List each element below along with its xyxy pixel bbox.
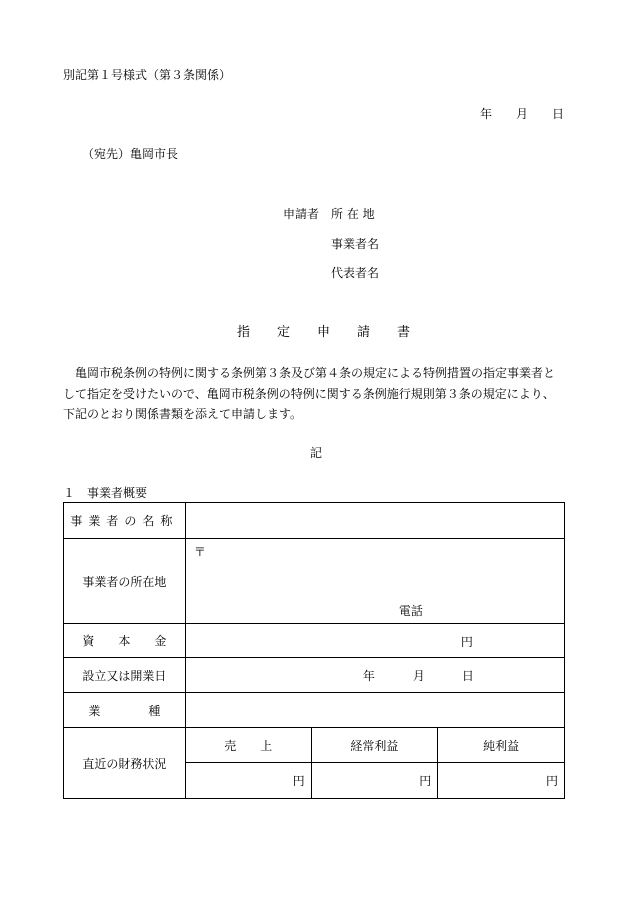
capital-field[interactable]	[185, 624, 564, 658]
ordinary-profit-value-field[interactable]	[311, 763, 438, 799]
founded-label: 設立又は開業日	[64, 658, 186, 693]
row-finance-header	[64, 728, 565, 763]
addressee: （宛先）亀岡市長	[82, 147, 179, 161]
address-field[interactable]	[185, 539, 564, 624]
capital-label: 資 本 金	[64, 624, 186, 658]
founded-year: 年	[362, 669, 375, 683]
body-line-1: 亀岡市税条例の特例に関する条例第３条及び第４条の規定による特例措置の指定事業者と	[63, 366, 556, 380]
sales-yen: 円	[292, 774, 305, 788]
net-profit-value-field[interactable]	[438, 763, 565, 799]
applicant-prefix: 申請者	[283, 207, 320, 221]
finance-label: 直近の財務状況	[64, 728, 186, 799]
postal-mark: 〒	[193, 545, 206, 559]
form-label: 別記第１号様式（第３条関係）	[63, 68, 232, 82]
row-name	[64, 503, 565, 539]
address-label: 事業者の所在地	[64, 539, 186, 624]
row-industry	[64, 693, 565, 728]
date-day: 日	[552, 107, 565, 121]
applicant-location-label: 所 在 地	[331, 207, 375, 221]
business-overview-table	[63, 502, 565, 799]
industry-field[interactable]	[185, 693, 564, 728]
body-line-2: して指定を受けたいので、亀岡市税条例の特例に関する条例施行規則第３条の規定により、	[63, 387, 555, 401]
row-founded	[64, 658, 565, 693]
ordinary-profit-yen: 円	[419, 774, 432, 788]
section-heading: １ 事業者概要	[63, 486, 148, 500]
name-label: 事業者の名称	[64, 503, 186, 539]
applicant-business-name-label: 事業者名	[331, 237, 380, 251]
applicant-representative-label: 代表者名	[331, 266, 380, 280]
sales-label: 売 上	[185, 728, 311, 763]
date-year: 年	[480, 107, 493, 121]
body-line-3: 下記のとおり関係書類を添えて申請します。	[63, 407, 303, 421]
ordinary-profit-label: 経常利益	[311, 728, 438, 763]
row-capital	[64, 624, 565, 658]
document-title: 指定申請書	[237, 325, 438, 340]
date-month: 月	[516, 107, 529, 121]
ki-mark: 記	[310, 446, 323, 460]
sales-value-field[interactable]	[185, 763, 311, 799]
founded-month: 月	[412, 669, 425, 683]
name-field[interactable]	[185, 503, 564, 539]
phone-label: 電話	[398, 604, 423, 618]
capital-unit: 円	[460, 634, 473, 649]
net-profit-yen: 円	[545, 774, 558, 788]
row-address	[64, 539, 565, 624]
industry-label: 業 種	[64, 693, 186, 728]
founded-day: 日	[461, 669, 474, 683]
founded-field[interactable]	[185, 658, 564, 693]
net-profit-label: 純利益	[438, 728, 565, 763]
